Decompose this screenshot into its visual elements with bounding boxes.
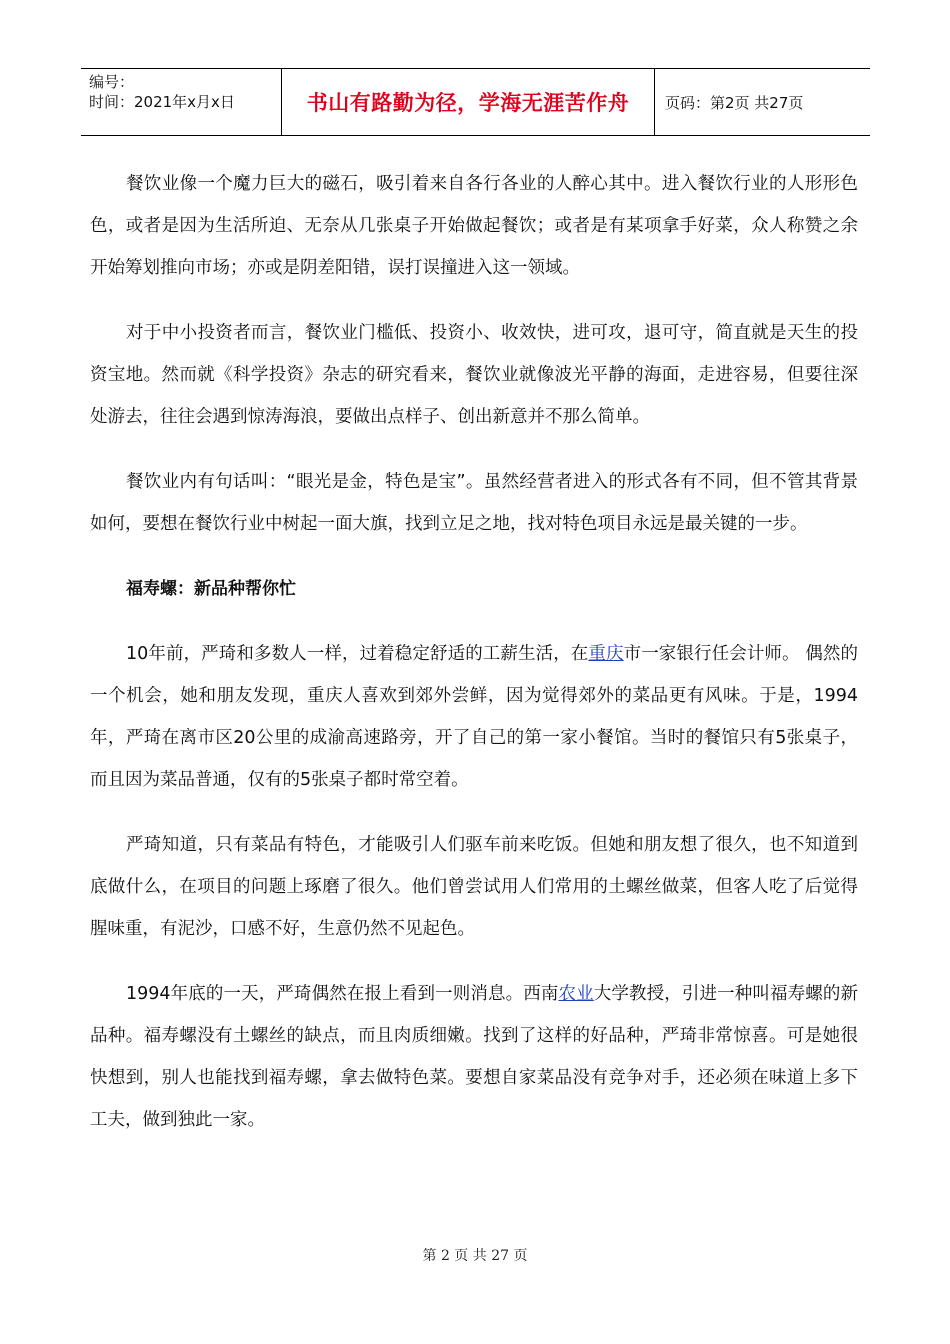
paragraph-text: 市一家银行任会计师。 偶然的一个机会，她和朋友发现，重庆人喜欢到郊外尝鲜，因为觉得郊外的菜品更有风味。于是，1994年，严琦在离市区20公里的成渝高速路旁，开了自己的第一家小餐馆。当时的餐馆只有5张桌子，而且因为菜品普通，仅有的5张桌子都时常空着。	[90, 644, 858, 790]
paragraph-text: 大学教授，引进一种叫福寿螺的新品种。福寿螺没有土螺丝的缺点，而且肉质细嫩。找到了这样的好品种，严琦非常惊喜。可是她很快想到，别人也能找到福寿螺，拿去做特色菜。要想自家菜品没有竞争对手，还必须在味道上多下工夫，做到独此一家。	[90, 984, 859, 1130]
paragraph-text: 1994年底的一天，严琦偶然在报上看到一则消息。西南	[126, 984, 559, 1004]
document-time-label: 时间：2021年x月x日	[89, 93, 235, 111]
page-footer: 第 2 页 共 27 页	[422, 1248, 528, 1264]
header-motto: 书山有路勤为径，学海无涯苦作舟	[306, 91, 630, 115]
paragraph-investors: 对于中小投资者而言，餐饮业门槛低、投资小、收效快，进可攻，退可守，简直就是天生的投资宝地。然而就《科学投资》杂志的研究看来，餐饮业就像波光平静的海面，走进容易，但要往深处游去，往往会遇到惊涛海浪，要做出点样子、创出新意并不那么简单。	[90, 323, 858, 427]
link-chongqing[interactable]: 重庆	[588, 644, 624, 664]
document-body	[90, 163, 858, 1141]
paragraph-text: 10年前，严琦和多数人一样，过着稳定舒适的工薪生活，在	[126, 644, 589, 664]
paragraph-yanqi-start	[90, 633, 858, 801]
header-meta-cell	[81, 69, 282, 135]
section-heading: 福寿螺：新品种帮你忙	[126, 579, 296, 599]
paragraph-saying: 餐饮业内有句话叫：“眼光是金，特色是宝”。虽然经营者进入的形式各有不同，但不管其背景如何，要想在餐饮行业中树起一面大旗，找到立足之地，找对特色项目永远是最关键的一步。	[90, 472, 858, 534]
header-page-info: 页码：第2页 共27页	[665, 93, 804, 112]
header-motto-cell	[282, 69, 655, 135]
document-number-label: 编号：	[89, 73, 135, 91]
paragraph-yanqi-search: 严琦知道，只有菜品有特色，才能吸引人们驱车前来吃饭。但她和朋友想了很久，也不知道到底做什么，在项目的问题上琢磨了很久。他们曾尝试用人们常用的土螺丝做菜，但客人吃了后觉得腥味重，有泥沙，口感不好，生意仍然不见起色。	[90, 835, 858, 939]
paragraph-fushouluo	[90, 973, 858, 1141]
link-agriculture[interactable]: 农业	[558, 984, 594, 1004]
header-page-cell	[655, 69, 870, 135]
paragraph-intro: 餐饮业像一个魔力巨大的磁石，吸引着来自各行各业的人醉心其中。进入餐饮行业的人形形色色，或者是因为生活所迫、无奈从几张桌子开始做起餐饮；或者是有某项拿手好菜，众人称赞之余开始筹划推向市场；亦或是阴差阳错，误打误撞进入这一领域。	[90, 174, 858, 278]
header-table	[81, 68, 870, 136]
